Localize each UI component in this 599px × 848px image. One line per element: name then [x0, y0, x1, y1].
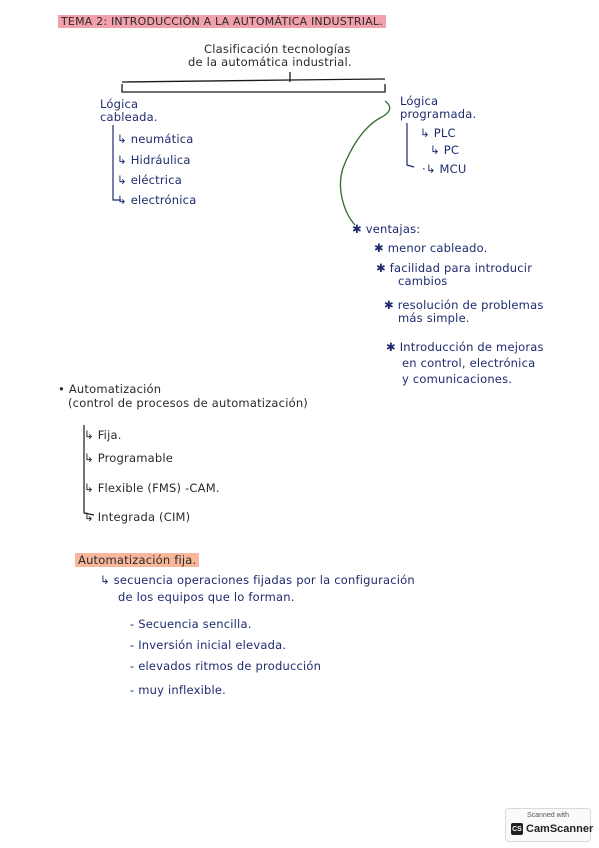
automatizacion-heading: • Automatización: [58, 382, 162, 396]
page-title: TEMA 2: INTRODUCCIÓN A LA AUTOMÁTICA INDUSTRIAL.: [58, 15, 386, 28]
automatizacion-item: ↳ Programable: [84, 451, 174, 465]
programada-heading-line2: programada.: [400, 107, 477, 121]
ventaja-item-cont: más simple.: [398, 311, 470, 325]
cableada-item: ↳ Hidráulica: [117, 153, 191, 167]
classification-title-line1: Clasificación tecnologías: [204, 42, 351, 56]
camscanner-badge: [505, 808, 594, 842]
cableada-item: ↳ eléctrica: [117, 173, 182, 187]
cableada-item: ↳ electrónica: [117, 193, 197, 207]
automatizacion-item: ↳ Flexible (FMS) -CAM.: [84, 481, 220, 495]
cableada-heading-line1: Lógica: [100, 97, 139, 111]
automatizacion-subheading: (control de procesos de automatización): [68, 396, 308, 410]
fija-description-line1: ↳ secuencia operaciones fijadas por la configuración: [100, 573, 415, 587]
fija-description-line2: de los equipos que lo forman.: [118, 590, 295, 604]
camscanner-name: CamScanner: [526, 823, 594, 835]
ventaja-item-cont: cambios: [398, 274, 448, 288]
fija-item: - elevados ritmos de producción: [130, 659, 322, 673]
programada-item: ↳ PLC: [420, 126, 456, 140]
fija-heading: Automatización fija.: [75, 553, 199, 567]
camscanner-logo-icon: CS: [511, 823, 523, 835]
classification-title-line2: de la automática industrial.: [188, 55, 352, 69]
programada-item: ↳ PC: [430, 143, 460, 157]
cableada-heading-line2: cableada.: [100, 110, 158, 124]
cableada-item: ↳ neumática: [117, 132, 194, 146]
ventajas-heading: ✱ ventajas:: [352, 222, 421, 236]
scanned-with-label: Scanned with: [526, 812, 570, 819]
programada-heading-line1: Lógica: [400, 94, 439, 108]
ventaja-item: ✱ resolución de problemas: [384, 298, 544, 312]
ventaja-item: ✱ Introducción de mejoras: [386, 340, 544, 354]
fija-item: - Secuencia sencilla.: [130, 617, 252, 631]
ventaja-item: ✱ facilidad para introducir: [376, 261, 533, 275]
automatizacion-item: ↳ Fija.: [84, 428, 122, 442]
ventaja-item-cont: en control, electrónica: [402, 356, 536, 370]
ventaja-item: ✱ menor cableado.: [374, 241, 488, 255]
ventaja-item-cont: y comunicaciones.: [402, 372, 513, 386]
programada-item: ·↳ MCU: [422, 162, 467, 176]
fija-item: - muy inflexible.: [130, 683, 226, 697]
fija-item: - Inversión inicial elevada.: [130, 638, 287, 652]
automatizacion-item: ↳ Integrada (CIM): [84, 510, 191, 524]
